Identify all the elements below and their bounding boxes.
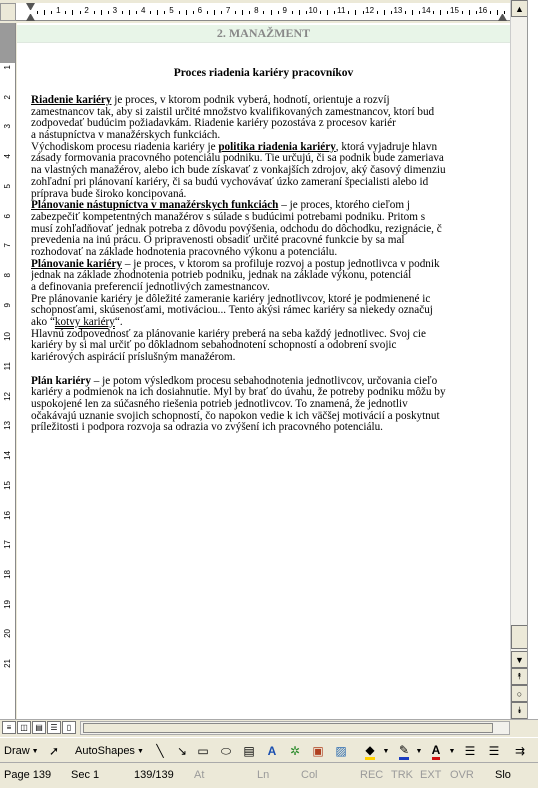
fill-color-button[interactable]: [362, 743, 378, 759]
ruler-tick: [469, 10, 470, 15]
ruler-number: 13: [3, 421, 12, 431]
document-page[interactable]: [17, 23, 510, 719]
text-line: [31, 130, 510, 142]
pen-icon: ✎: [399, 743, 409, 760]
arrow-style-icon: ⇉: [514, 744, 526, 758]
status-page-of: 139/139: [134, 769, 174, 781]
formatted-term: Plánovanie nástupníctva v manažérskych funkciách: [31, 200, 279, 212]
print-layout-view-button[interactable]: [32, 721, 46, 734]
ruler-number: 2: [84, 6, 89, 15]
ruler-number: 20: [3, 629, 12, 639]
text-run: a nástupníctva v manažérskych funkciách.: [31, 130, 221, 142]
ruler-tick: [462, 11, 463, 14]
text-run: kariéry by si mal určiť po dôkladnom sebahodnotení schopností a odobrení svojic: [31, 340, 397, 352]
horizontal-ruler[interactable]: [16, 3, 510, 21]
ruler-number: 10: [3, 332, 12, 342]
draw-menu-label: Draw: [4, 745, 30, 757]
print-layout-icon: ▤: [35, 723, 43, 732]
ruler-number: 21: [3, 659, 12, 668]
text-run: rozhodovať na základe hodnotenia pracovného výkonu a potenciálu.: [31, 246, 338, 258]
ruler-tick: [440, 10, 441, 15]
web-layout-icon: ◫: [20, 723, 28, 732]
status-at: At: [194, 769, 205, 781]
text-run: jednak na základe zhodnotenia potrieb podniku, jednak na základe výkonu, potenciál: [31, 270, 412, 282]
clip-art-icon: ▣: [312, 744, 324, 758]
status-page: Page 139: [4, 769, 52, 781]
ruler-number: 3: [112, 6, 118, 15]
body-text[interactable]: [31, 95, 510, 434]
text-line: [31, 399, 510, 411]
status-trk[interactable]: TRK: [391, 769, 413, 781]
line-icon: ╲: [156, 744, 164, 758]
fill-color-dropdown[interactable]: [378, 743, 394, 759]
ruler-number: 8: [254, 6, 259, 15]
text-line: [31, 282, 510, 294]
web-layout-view-button[interactable]: [17, 721, 31, 734]
ruler-number: 10: [308, 6, 318, 15]
outline-view-button[interactable]: [47, 721, 61, 734]
text-run: zásady formovania pracovného potenciálu podniku. Tie určujú, či sa podnik bude zameriava: [31, 153, 444, 165]
ruler-number: 5: [3, 183, 12, 189]
text-run: zohľadní pri plánovaní kariéry, či sa budú vychovávať úzko zameraní špecialisti alebo id: [31, 176, 429, 188]
text-run: zabezpečiť kompetentných manažérov s súlade s budúcimi potrebami podniku. Pritom s: [31, 211, 426, 223]
ruler-number: 14: [3, 451, 12, 460]
ruler-tick: [157, 10, 158, 15]
ruler-tick: [108, 11, 109, 14]
scroll-down-button[interactable]: [511, 651, 528, 668]
ruler-tick: [186, 10, 187, 15]
ruler-tick: [384, 10, 385, 15]
text-run: , ktorá vyjadruje hlavn: [335, 141, 438, 153]
clip-art-button[interactable]: [310, 743, 326, 759]
ruler-number: 9: [282, 6, 287, 15]
text-run: schopnosťami, skúsenosťami, motiváciou... Tento akýsi rámec kariéry sa niekedy označuj: [31, 305, 433, 317]
status-rec[interactable]: REC: [360, 769, 384, 781]
previous-page-button[interactable]: [511, 668, 528, 685]
text-line: [31, 352, 510, 364]
text-run: ako “: [31, 317, 55, 329]
picture-icon: ▨: [335, 744, 347, 758]
dropdown-arrow-icon: ▼: [415, 747, 423, 755]
left-indent-marker[interactable]: [26, 13, 35, 21]
arrow-style-button[interactable]: [512, 743, 528, 759]
ruler-number: 1: [3, 65, 12, 70]
line-button[interactable]: [152, 743, 168, 759]
rectangle-icon: ▭: [197, 744, 209, 758]
ruler-tick: [193, 11, 194, 14]
ruler-number: 9: [3, 302, 12, 308]
ruler-number: 18: [3, 569, 12, 579]
text-line: [31, 177, 510, 189]
text-box-button[interactable]: [241, 743, 257, 759]
ruler-tick: [504, 11, 505, 14]
text-run: Pre plánovanie kariéry je dôležité zameranie kariéry jednotlivcov, ktoré je podmienené ic: [31, 293, 431, 305]
line-color-dropdown[interactable]: [411, 743, 427, 759]
ruler-tick: [447, 11, 448, 14]
right-indent-marker[interactable]: [498, 13, 507, 21]
ruler-tick: [94, 11, 95, 14]
formatted-term: Plánovanie kariéry: [31, 258, 123, 270]
text-line: [31, 200, 510, 212]
autoshapes-menu-button[interactable]: [75, 742, 144, 760]
text-run: – je proces, ktorého cieľom j: [278, 200, 411, 212]
line-style-icon: ☰: [464, 744, 476, 758]
wordart-button[interactable]: [264, 743, 280, 759]
ruler-number: 11: [3, 362, 12, 371]
draw-menu-button[interactable]: [4, 742, 39, 760]
oval-icon: ⬭: [220, 743, 232, 758]
font-color-button[interactable]: [428, 743, 444, 759]
ruler-tick: [278, 11, 279, 14]
text-run: musí zohľadňovať jednak potreba z dôvodu povýšenia, odchodu do dôchodku, rezignácie, č: [31, 223, 442, 235]
ruler-tick: [327, 10, 328, 15]
outline-view-icon: ☰: [50, 723, 58, 732]
ruler-number: 5: [169, 6, 174, 15]
reading-layout-button[interactable]: [62, 721, 76, 734]
arrow-icon: ↘: [176, 744, 188, 758]
circle-icon: ○: [516, 688, 523, 699]
picture-button[interactable]: [333, 743, 349, 759]
ruler-tick: [292, 11, 293, 14]
arrow-button[interactable]: [174, 743, 190, 759]
ruler-number: 13: [393, 6, 403, 15]
arrow-down-icon: ▼: [515, 654, 524, 665]
text-line: [31, 364, 510, 376]
text-line: [31, 259, 510, 271]
text-line: [31, 329, 510, 341]
first-line-indent-marker[interactable]: [26, 3, 35, 11]
text-run: očakávajú uznanie svojich schopností, čo napokon vedie k ich väčšej motivácií a poskytnut: [31, 410, 440, 422]
scroll-up-button[interactable]: [511, 0, 528, 17]
diagram-icon: ✲: [289, 744, 301, 758]
dropdown-arrow-icon: ▼: [448, 747, 456, 755]
ruler-number: 1: [56, 6, 61, 15]
ruler-tick: [214, 10, 215, 15]
text-run: príležitosti i podpora rozvoja sa odrazia vo zvýšení ich pracovného potenciálu.: [31, 422, 383, 434]
ruler-tick: [72, 10, 73, 15]
ruler-tick: [348, 11, 349, 14]
ruler-number: 4: [140, 6, 146, 15]
double-down-arrow-icon: ⯯: [516, 705, 523, 715]
next-page-button[interactable]: [511, 702, 528, 719]
double-up-arrow-icon: ⯭: [516, 671, 523, 681]
ruler-tick: [207, 11, 208, 14]
ruler-tick: [405, 11, 406, 14]
text-line: [31, 270, 510, 282]
ruler-number: 16: [478, 6, 488, 15]
line-color-button[interactable]: [396, 743, 412, 759]
text-line: [31, 118, 510, 130]
status-language[interactable]: Slo: [495, 769, 511, 781]
status-section: Sec 1: [71, 769, 100, 781]
status-column: Col: [301, 769, 318, 781]
text-line: [31, 422, 510, 434]
ruler-number: 6: [3, 213, 12, 218]
text-run: uspokojené len za súčasného riešenia potrieb jednotlivcov. To znamená, že jednotliv: [31, 398, 408, 410]
text-run: zamestnancov tak, aby si zaistil určité množstvo kvalifikovaných zamestnancov, ktorí bud: [31, 106, 435, 118]
ruler-tick: [179, 11, 180, 14]
pointer-icon: ➚: [48, 744, 60, 758]
text-line: [31, 387, 510, 399]
formatted-term: Plán kariéry: [31, 375, 91, 387]
normal-view-button[interactable]: [2, 721, 16, 734]
text-run: Hlavnú zodpovednosť za plánovanie kariéry preberá na seba každý jednotlivec. Svoj cie: [31, 328, 426, 340]
font-color-icon: A: [432, 743, 441, 760]
text-run: a definovania preferencií jednotlivých zamestnancov.: [31, 282, 270, 293]
paint-bucket-icon: ◆: [365, 743, 374, 760]
text-line: [31, 294, 510, 306]
ruler-tick: [65, 11, 66, 14]
ruler-tick: [433, 11, 434, 14]
reading-layout-icon: ▯: [66, 723, 72, 732]
formatted-term: politika riadenia kariéry: [218, 141, 336, 153]
vertical-ruler-margin: [0, 23, 15, 63]
text-line: [31, 340, 510, 352]
adjacent-window-strip: [527, 0, 538, 719]
ruler-number: 8: [3, 272, 12, 278]
text-line: [31, 142, 510, 154]
wordart-icon: A: [267, 744, 277, 758]
ruler-tick: [363, 11, 364, 14]
status-line: Ln: [257, 769, 270, 781]
ruler-tick: [391, 11, 392, 14]
text-run: zodpovedať budúcim požiadavkám. Riadenie kariéry pozostáva z procesov kariér: [31, 118, 396, 130]
ruler-corner[interactable]: [0, 3, 16, 21]
ruler-tick: [37, 11, 38, 14]
text-run: kariéry a podmienok na ich dosiahnutie. Myl by brať do úvahu, že potreby podniku môžu by: [31, 387, 446, 399]
ruler-number: 15: [450, 6, 459, 15]
ruler-tick: [334, 11, 335, 14]
ruler-tick: [136, 11, 137, 14]
text-line: [31, 153, 510, 165]
ruler-number: 17: [3, 540, 12, 550]
dropdown-arrow-icon: ▼: [136, 747, 144, 755]
horizontal-scrollbar[interactable]: [80, 721, 510, 735]
dropdown-arrow-icon: ▼: [382, 747, 390, 755]
text-run: príprava bude široko koncipovaná.: [31, 188, 187, 200]
ruler-tick: [412, 10, 413, 15]
text-line: [31, 411, 510, 423]
text-line: [31, 224, 510, 236]
ruler-tick: [271, 10, 272, 15]
text-run: “.: [114, 317, 123, 329]
text-line: [31, 165, 510, 177]
text-run: na vlastných manažérov, alebo ich bude získavať z vonkajších zdrojov, aký časový dimenziu: [31, 165, 446, 177]
horizontal-scroll-thumb[interactable]: [83, 723, 493, 733]
ruler-tick: [235, 11, 236, 14]
text-run: kariérových aspirácií príslušným manažérom.: [31, 352, 236, 364]
text-run: – je potom výsledkom procesu sebahodnotenia jednotlivcov, určovania cieľo: [90, 375, 438, 387]
ruler-tick: [51, 11, 52, 14]
scroll-thumb[interactable]: [511, 625, 528, 649]
ruler-number: 6: [197, 6, 203, 15]
oval-button[interactable]: [218, 743, 234, 759]
status-ext[interactable]: EXT: [420, 769, 442, 781]
text-line: [31, 189, 510, 201]
ruler-tick: [299, 10, 300, 15]
text-run: je proces, v ktorom podnik vyberá, hodnotí, orientuje a rozvíj: [111, 95, 390, 106]
font-color-dropdown[interactable]: [444, 743, 460, 759]
text-line: [31, 235, 510, 247]
vertical-ruler[interactable]: [0, 23, 16, 719]
normal-view-icon: ≡: [6, 723, 12, 732]
ruler-number: 3: [3, 124, 12, 129]
ruler-tick: [419, 11, 420, 14]
dropdown-arrow-icon: ▼: [31, 747, 39, 755]
line-style-button[interactable]: [462, 743, 478, 759]
select-browse-object-button[interactable]: [511, 685, 528, 702]
ruler-number: 12: [3, 391, 12, 401]
dash-style-button[interactable]: [486, 743, 502, 759]
ruler-tick: [80, 11, 81, 14]
rectangle-button[interactable]: [195, 743, 211, 759]
text-line: [31, 317, 510, 329]
drawing-toolbar: [0, 737, 538, 763]
ruler-number: 7: [3, 243, 12, 248]
ruler-tick: [320, 11, 321, 14]
text-line: [31, 376, 510, 388]
ruler-tick: [497, 10, 498, 15]
diagram-button[interactable]: [287, 743, 303, 759]
section-title: Proces riadenia kariéry pracovníkov: [173, 67, 354, 79]
ruler-tick: [242, 10, 243, 15]
ruler-tick: [490, 11, 491, 14]
text-line: [31, 305, 510, 317]
ruler-number: 14: [421, 6, 431, 15]
ruler-number: 2: [3, 94, 12, 100]
ruler-number: 15: [3, 480, 12, 490]
autoshapes-label: AutoShapes: [75, 745, 135, 757]
ruler-tick: [101, 10, 102, 15]
formatted-term: Riadenie kariéry: [31, 95, 112, 106]
ruler-tick: [221, 11, 222, 14]
select-objects-button[interactable]: [46, 743, 62, 759]
dash-style-icon: ☰: [488, 744, 500, 758]
chapter-header: 2. MANAŽMENT: [216, 26, 311, 40]
status-ovr[interactable]: OVR: [450, 769, 474, 781]
ruler-tick: [122, 11, 123, 14]
ruler-number: 7: [225, 6, 231, 15]
text-line: [31, 212, 510, 224]
ruler-tick: [263, 11, 264, 14]
ruler-number: 16: [3, 510, 12, 520]
arrow-up-icon: ▲: [515, 3, 524, 14]
ruler-tick: [476, 11, 477, 14]
formatted-term: kotvy kariéry: [54, 317, 115, 329]
ruler-tick: [44, 10, 45, 15]
ruler-tick: [164, 11, 165, 14]
status-bar: [0, 764, 538, 788]
text-line: [31, 247, 510, 259]
horizontal-scroll-area: [0, 719, 538, 735]
ruler-tick: [150, 11, 151, 14]
ruler-number: 19: [3, 599, 12, 609]
text-line: [31, 107, 510, 119]
text-run: – je proces, v ktorom sa profiluje rozvoj a postup jednotlivca v podnik: [122, 258, 440, 270]
ruler-tick: [129, 10, 130, 15]
ruler-number: 4: [3, 154, 12, 159]
text-run: prevedenia na inú prácu. O pripravenosti obsadiť určité pracovné funkcie by sa mal: [31, 235, 405, 247]
text-line: [31, 95, 510, 107]
ruler-number: 12: [365, 6, 375, 15]
text-run: Východiskom procesu riadenia kariéry je: [31, 141, 219, 153]
ruler-tick: [306, 11, 307, 14]
ruler-tick: [355, 10, 356, 15]
ruler-number: 11: [337, 6, 346, 15]
ruler-tick: [377, 11, 378, 14]
ruler-tick: [249, 11, 250, 14]
text-box-icon: ▤: [243, 744, 255, 758]
vertical-scrollbar[interactable]: [510, 0, 527, 719]
